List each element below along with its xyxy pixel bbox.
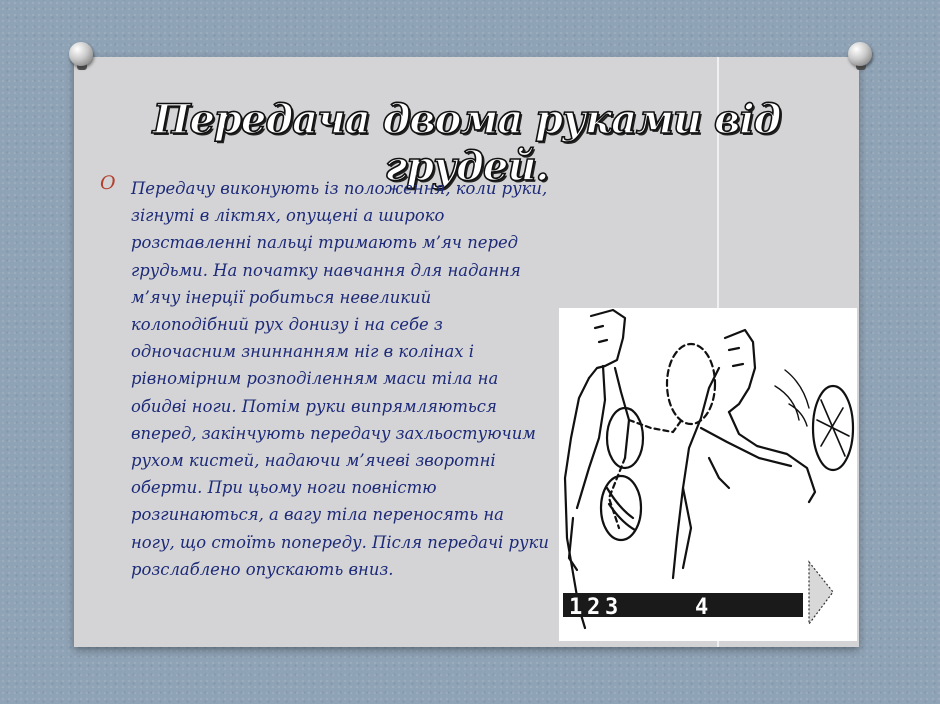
- player2-arm: [729, 412, 815, 502]
- player2-head: [725, 330, 755, 412]
- player1-back: [565, 378, 589, 628]
- phase-label-4: 4: [695, 595, 709, 620]
- pushpin-icon: [846, 42, 874, 72]
- phase-label-1: 1: [569, 595, 583, 620]
- slide-title: Передача двома руками від грудей.: [152, 96, 781, 190]
- phase-label-3: 3: [605, 595, 619, 620]
- ball-phase3: [667, 344, 715, 424]
- basketball-pass-illustration: [559, 308, 857, 641]
- player1-head: [589, 310, 625, 378]
- pushpin-cap: [848, 42, 872, 66]
- direction-arrow-icon: [809, 562, 833, 624]
- bullet-icon: O: [100, 172, 116, 194]
- phase-label-2: 2: [587, 595, 601, 620]
- pushpin-icon: [67, 42, 95, 72]
- body-paragraph: Передачу виконують із положення, коли руки, зігнуті в ліктях, опущені а широко розставленні пальці тримають м’яч перед грудьми. На початку навчання для надання м’ячу інерції робиться невеликий колоподібний рух донизу і на себе з одночасним зниннанням ніг в колінах і рівномірним розподіленням маси тіла на обидві ноги. Потім руки випрямляються вперед, закінчують передачу захльостуючим рухом кистей, надаючи м’ячеві зворотні оберти. При цьому ноги повністю розгинаються, а вагу тіла переносять на ногу, що стоїть попереду. Після передачі руки розслаблено опускають вниз.: [131, 179, 549, 579]
- pass-diagram-svg: [559, 308, 857, 641]
- pushpin-cap: [69, 42, 93, 66]
